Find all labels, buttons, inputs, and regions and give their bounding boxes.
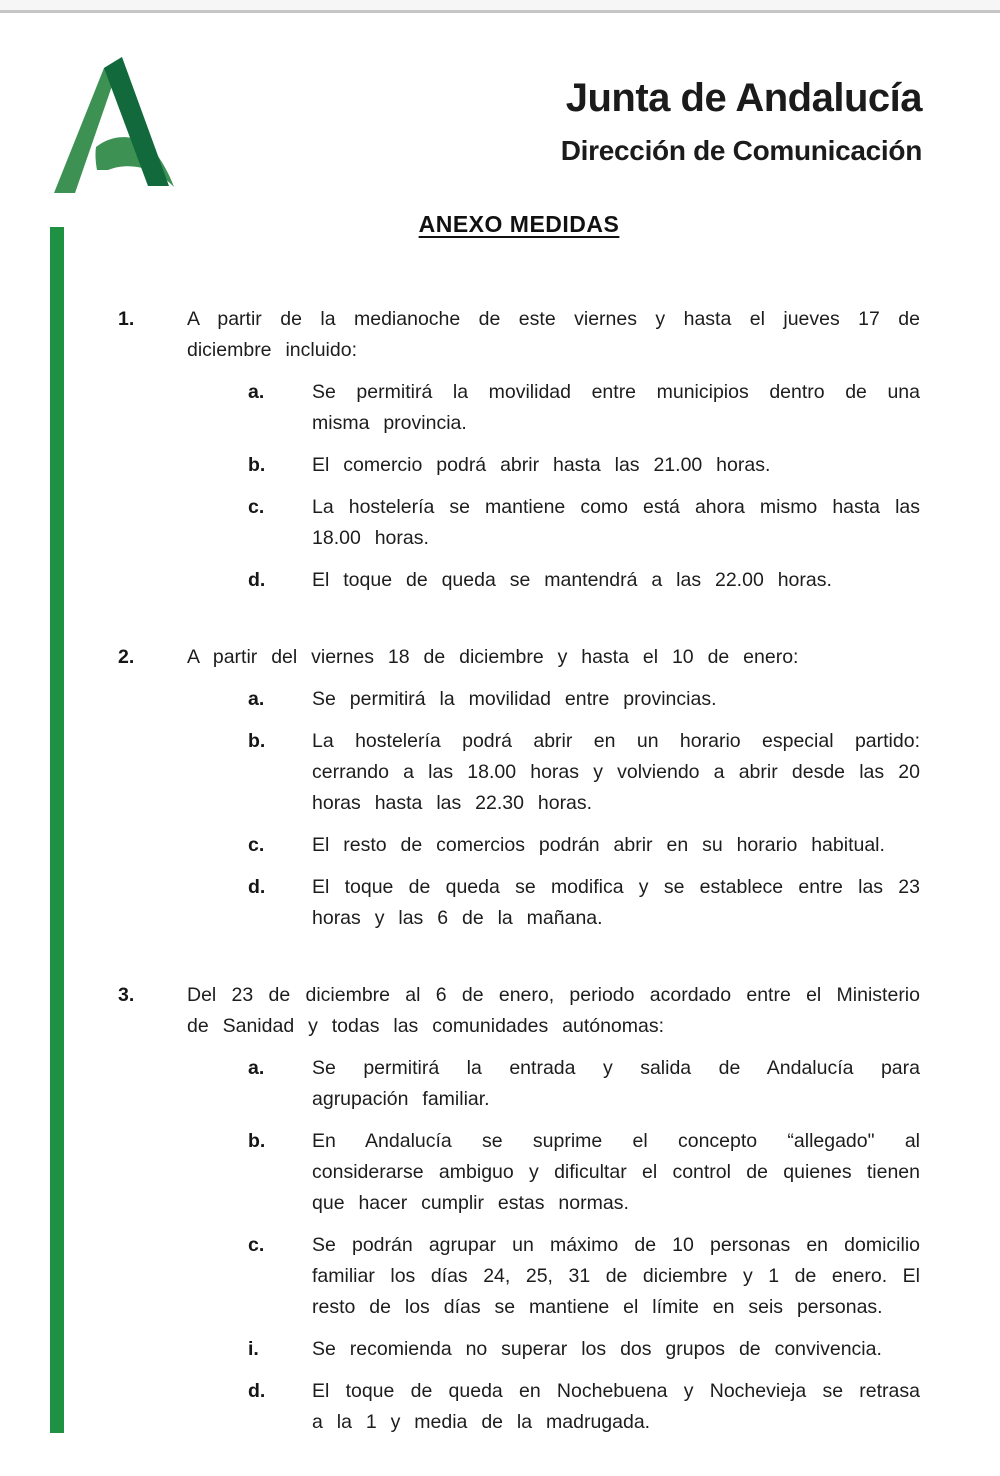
document-title: ANEXO MEDIDAS: [418, 211, 620, 237]
item-text: Se permitirá la movilidad entre municipios dentro de una misma provincia.: [312, 381, 920, 434]
item-marker: d.: [248, 569, 266, 591]
item-text: El toque de queda en Nochebuena y Nochevieja se retrasa a la 1 y media de la madrugada.: [312, 1380, 920, 1433]
list-item: [248, 1053, 920, 1115]
section-2-intro-row: [118, 642, 920, 673]
section-1: [118, 304, 920, 596]
section-3: [118, 980, 920, 1438]
list-item: [248, 872, 920, 934]
item-marker: c.: [248, 496, 265, 518]
item-text: Se permitirá la entrada y salida de Andalucía para agrupación familiar.: [312, 1057, 920, 1110]
item-marker: a.: [248, 381, 265, 403]
list-item: [248, 492, 920, 554]
item-text: El comercio podrá abrir hasta las 21.00 horas.: [312, 454, 771, 476]
item-marker: d.: [248, 1380, 266, 1402]
item-marker: b.: [248, 1130, 266, 1152]
section-2-intro: A partir del viernes 18 de diciembre y hasta el 10 de enero:: [187, 646, 799, 668]
brand-title: Junta de Andalucía: [565, 76, 922, 120]
item-marker: a.: [248, 1057, 265, 1079]
item-text: El toque de queda se mantendrá a las 22.00 horas.: [312, 569, 832, 591]
section-1-number: 1.: [118, 308, 135, 330]
item-text: Se permitirá la movilidad entre provincias.: [312, 688, 717, 710]
section-2-number: 2.: [118, 646, 135, 668]
section-1-intro: A partir de la medianoche de este viernes y hasta el jueves 17 de diciembre incluido:: [187, 308, 920, 361]
list-item: [248, 377, 920, 439]
list-item: [248, 450, 920, 481]
item-text: La hostelería podrá abrir en un horario especial partido: cerrando a las 18.00 horas y volviendo a abrir desde las 20 horas hasta las 22.30 horas.: [312, 730, 920, 814]
brand-subtitle: Dirección de Comunicación: [560, 135, 922, 166]
list-item: [248, 565, 920, 596]
section-2: [118, 642, 920, 934]
item-text: El resto de comercios podrán abrir en su horario habitual.: [312, 834, 885, 856]
item-marker: d.: [248, 876, 266, 898]
list-item: [248, 1376, 920, 1438]
item-marker: b.: [248, 730, 266, 752]
item-marker: a.: [248, 688, 265, 710]
item-marker: b.: [248, 454, 266, 476]
item-text: El toque de queda se modifica y se establece entre las 23 horas y las 6 de la mañana.: [312, 876, 920, 929]
item-text: La hostelería se mantiene como está ahora mismo hasta las 18.00 horas.: [312, 496, 920, 549]
item-text: Se podrán agrupar un máximo de 10 personas en domicilio familiar los días 24, 25, 31 de diciembre y 1 de enero. El resto de los días se mantiene el límite en seis personas.: [312, 1234, 920, 1318]
section-3-intro: Del 23 de diciembre al 6 de enero, periodo acordado entre el Ministerio de Sanidad y todas las comunidades autónomas:: [187, 984, 920, 1037]
list-item: [248, 1334, 920, 1365]
list-item: [248, 684, 920, 715]
section-3-intro-row: [118, 980, 920, 1042]
list-item: [248, 1230, 920, 1323]
section-1-intro-row: [118, 304, 920, 366]
section-3-number: 3.: [118, 984, 135, 1006]
item-marker: c.: [248, 834, 265, 856]
item-marker: c.: [248, 1234, 265, 1256]
item-text: Se recomienda no superar los dos grupos de convivencia.: [312, 1338, 882, 1360]
list-item: [248, 726, 920, 819]
list-item: [248, 830, 920, 861]
list-item: [248, 1126, 920, 1219]
item-text: En Andalucía se suprime el concepto “allegado" al considerarse ambiguo y dificultar el control de quienes tienen que hacer cumplir estas normas.: [312, 1130, 920, 1214]
item-marker: i.: [248, 1338, 259, 1360]
